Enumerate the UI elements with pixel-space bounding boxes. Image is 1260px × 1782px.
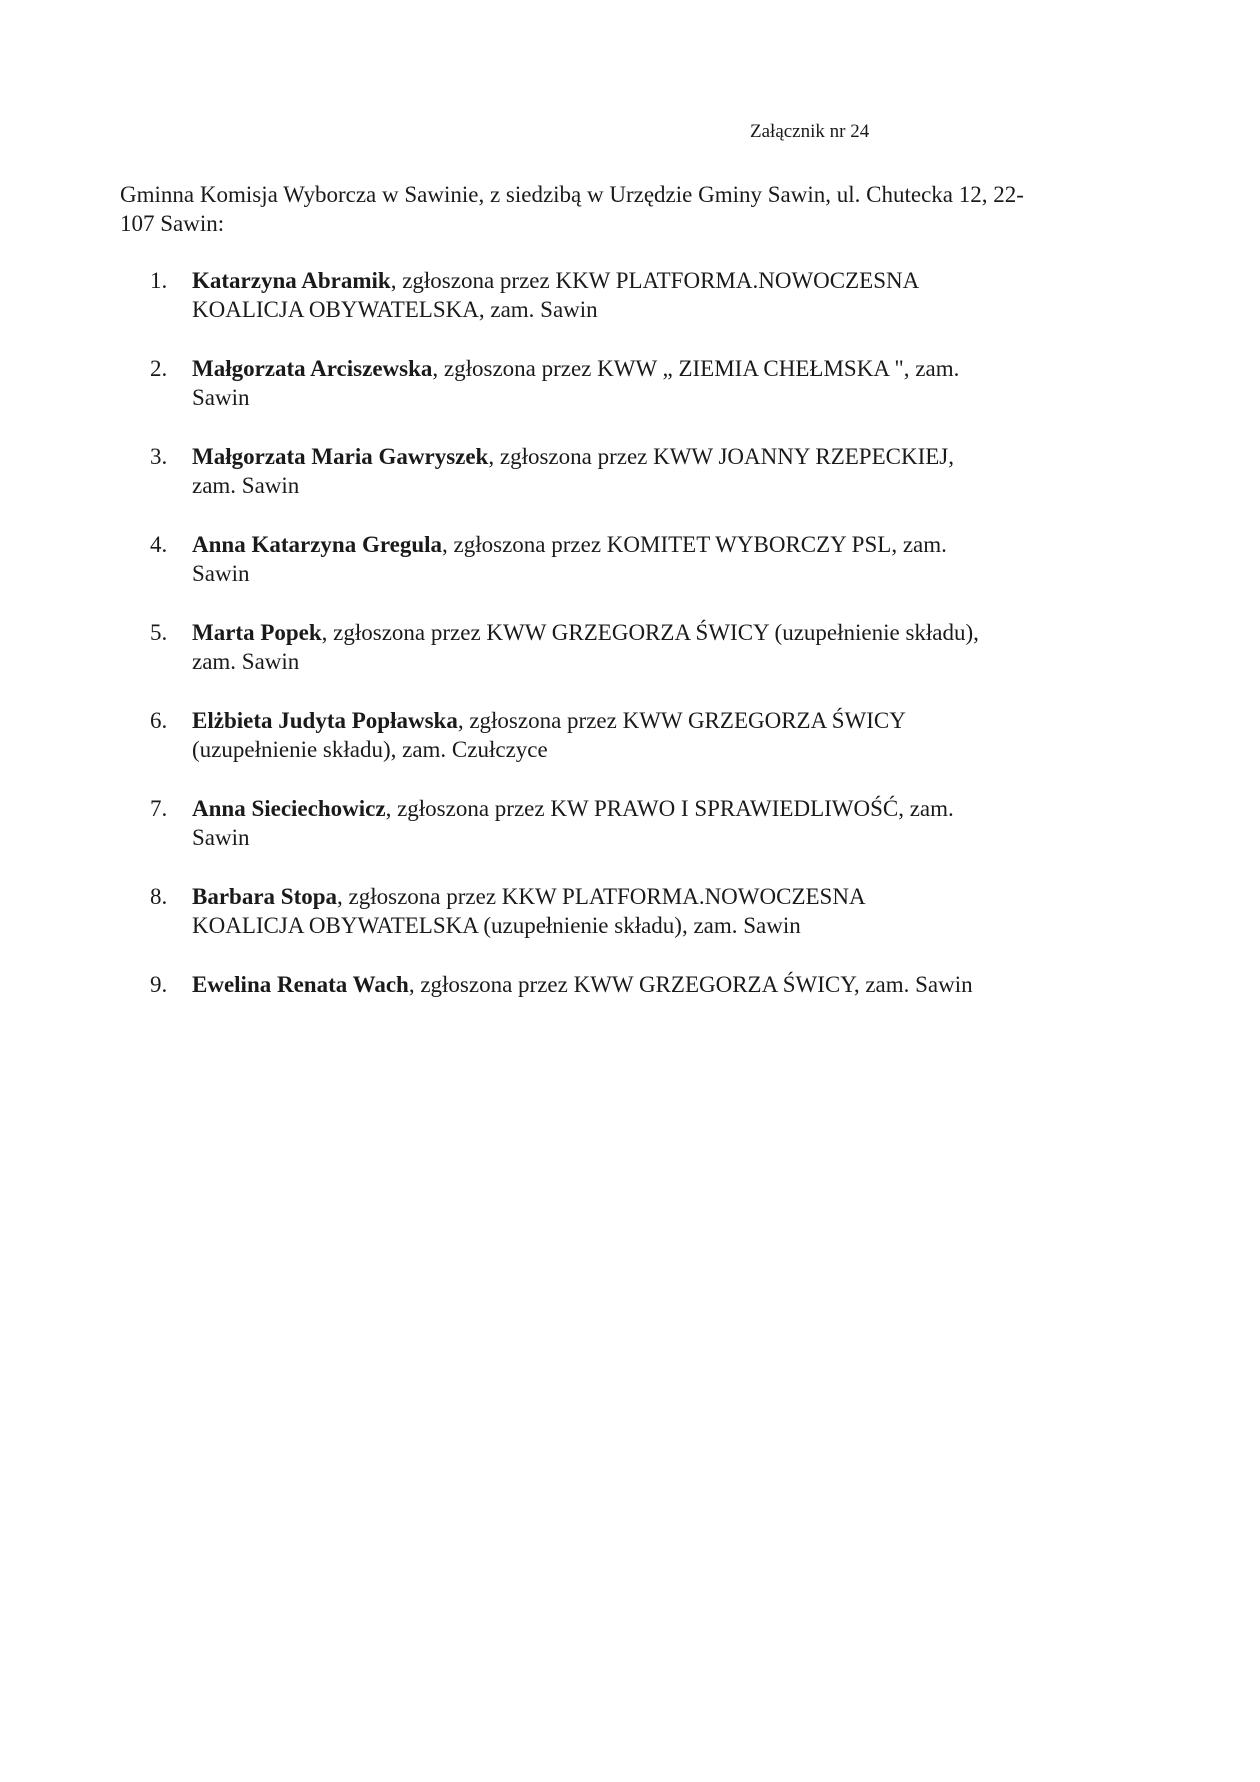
commission-heading (120, 180, 1130, 238)
member-line-1 (192, 354, 1130, 383)
member-line-2: Sawin (192, 385, 250, 410)
member-line-1 (192, 442, 1130, 471)
member-line-2: Sawin (192, 825, 250, 850)
member-number: 8. (150, 884, 168, 909)
member-item (120, 266, 1130, 324)
member-name: Małgorzata Maria Gawryszek (192, 444, 489, 469)
member-details: , zgłoszona przez KKW PLATFORMA.NOWOCZESNA (390, 268, 920, 293)
member-line-2: Sawin (192, 561, 250, 586)
member-line-2: zam. Sawin (192, 649, 300, 674)
member-details: , zgłoszona przez KOMITET WYBORCZY PSL, zam. (442, 532, 947, 557)
member-details: , zgłoszona przez KW PRAWO I SPRAWIEDLIWOŚĆ, zam. (385, 796, 954, 821)
member-item (120, 530, 1130, 588)
member-item (120, 706, 1130, 764)
member-item (120, 354, 1130, 412)
member-number: 7. (150, 796, 168, 821)
member-line-2: KOALICJA OBYWATELSKA (uzupełnienie składu), zam. Sawin (192, 913, 801, 938)
member-line-1 (192, 970, 1130, 999)
member-number: 6. (150, 708, 168, 733)
member-details: , zgłoszona przez KKW PLATFORMA.NOWOCZESNA (337, 884, 866, 909)
member-name: Elżbieta Judyta Popławska (192, 708, 458, 733)
member-name: Małgorzata Arciszewska (192, 356, 433, 381)
member-number: 3. (150, 444, 168, 469)
member-number: 1. (150, 268, 168, 293)
member-details: , zgłoszona przez KWW JOANNY RZEPECKIEJ, (488, 444, 955, 469)
member-name: Katarzyna Abramik (192, 268, 391, 293)
member-item (120, 794, 1130, 852)
commission-heading-line-2: 107 Sawin: (120, 211, 225, 236)
member-line-1 (192, 882, 1130, 911)
member-line-2: (uzupełnienie składu), zam. Czułczyce (192, 737, 548, 762)
member-item (120, 970, 1130, 999)
member-item (120, 618, 1130, 676)
member-item (120, 442, 1130, 500)
member-details: , zgłoszona przez KWW GRZEGORZA ŚWICY (457, 708, 906, 733)
member-name: Barbara Stopa (192, 884, 338, 909)
member-name: Anna Sieciechowicz (192, 796, 386, 821)
member-line-2: KOALICJA OBYWATELSKA, zam. Sawin (192, 297, 598, 322)
member-line-2: zam. Sawin (192, 473, 300, 498)
member-list (120, 266, 1130, 1029)
member-line-1 (192, 266, 1130, 295)
member-details: , zgłoszona przez KWW GRZEGORZA ŚWICY (uzupełnienie składu), (321, 620, 979, 645)
member-number: 5. (150, 620, 168, 645)
member-number: 2. (150, 356, 168, 381)
member-number: 9. (150, 972, 168, 997)
member-details: , zgłoszona przez KWW GRZEGORZA ŚWICY, zam. Sawin (408, 972, 973, 997)
member-line-1 (192, 706, 1130, 735)
member-line-1 (192, 794, 1130, 823)
member-item (120, 882, 1130, 940)
attachment-label: Załącznik nr 24 (750, 121, 870, 142)
member-name: Marta Popek (192, 620, 322, 645)
commission-heading-line-1: Gminna Komisja Wyborcza w Sawinie, z siedzibą w Urzędzie Gminy Sawin, ul. Chutecka 12, 22- (120, 182, 1024, 207)
member-line-1 (192, 530, 1130, 559)
member-line-1 (192, 618, 1130, 647)
member-details: , zgłoszona przez KWW „ ZIEMIA CHEŁMSKA ", zam. (432, 356, 960, 381)
member-name: Anna Katarzyna Gregula (192, 532, 443, 557)
member-name: Ewelina Renata Wach (192, 972, 409, 997)
member-number: 4. (150, 532, 168, 557)
